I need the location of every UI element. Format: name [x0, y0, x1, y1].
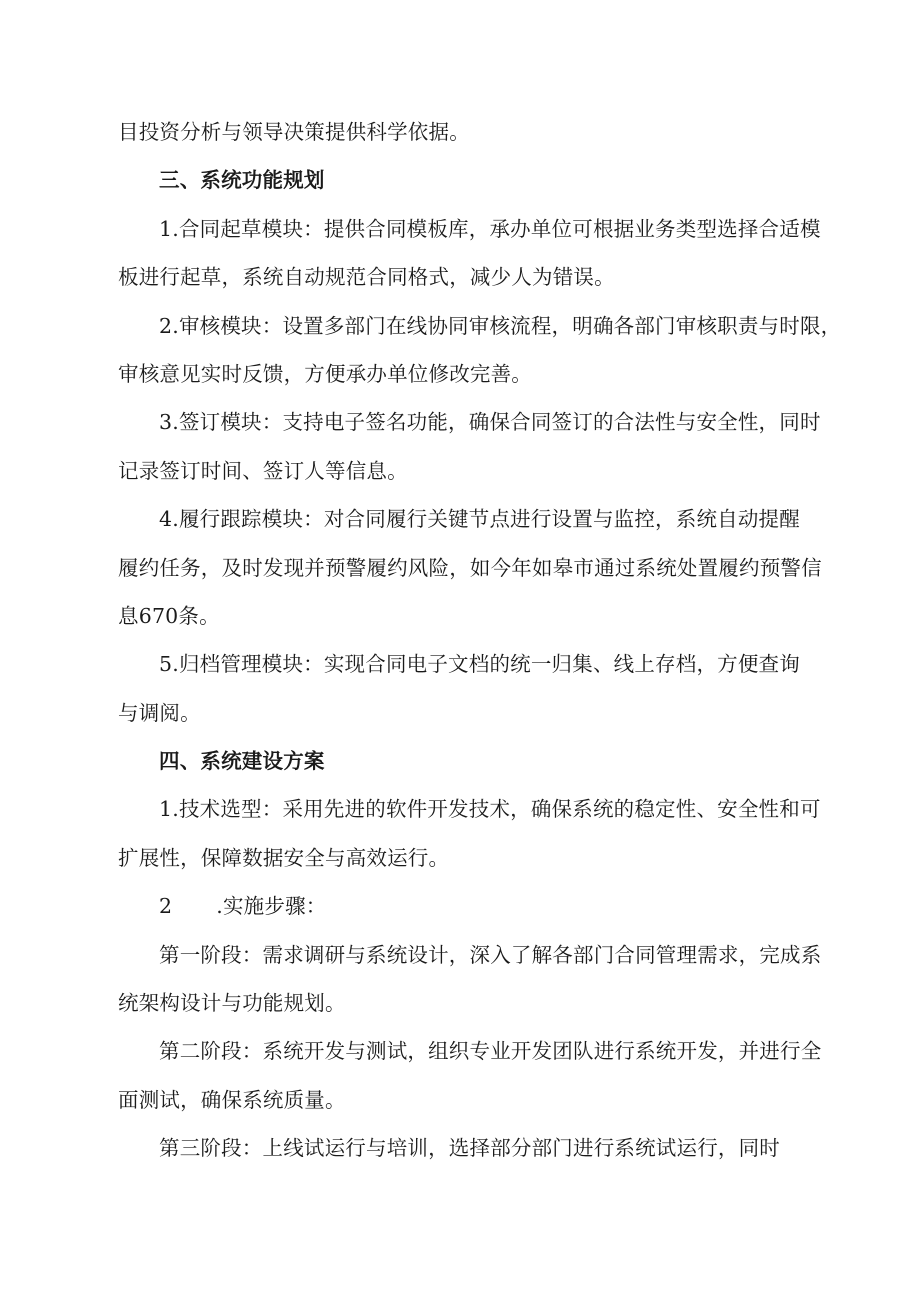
phase-2-line-2: 面测试，确保系统质量。	[118, 1087, 346, 1112]
phase-3-line-1: 第三阶段：上线试运行与培训，选择部分部门进行系统试运行，同时	[159, 1136, 780, 1161]
phase-2-line-1: 第二阶段：系统开发与测试，组织专业开发团队进行系统开发，并进行全	[159, 1039, 822, 1064]
section-4-heading: 四、系统建设方案	[159, 749, 325, 774]
implementation-steps-heading	[118, 882, 812, 930]
module-2-line-2: 审核意见实时反馈，方便承办单位修改完善。	[118, 361, 532, 386]
tech-selection-line-2: 扩展性，保障数据安全与高效运行。	[118, 845, 450, 870]
phase-1-line-1: 第一阶段：需求调研与系统设计，深入了解各部门合同管理需求，完成系	[159, 942, 822, 967]
phase-1-line-2: 统架构设计与功能规划。	[118, 991, 346, 1016]
module-4-line-3: 息670条。	[118, 603, 220, 628]
module-1-line-1: 1.合同起草模块：提供合同模板库，承办单位可根据业务类型选择合适模	[159, 216, 821, 241]
module-4-line-2: 履约任务，及时发现并预警履约风险，如今年如皋市通过系统处置履约预警信	[118, 555, 822, 580]
document-page	[118, 108, 842, 1173]
module-2-line-1: 2.审核模块：设置多部门在线协同审核流程，明确各部门审核职责与时限，	[159, 313, 842, 338]
intro-tail-line: 目投资分析与领导决策提供科学依据。	[118, 120, 470, 144]
steps-number: 2	[159, 894, 173, 919]
module-5-line-2: 与调阅。	[118, 700, 201, 725]
tech-selection-line-1: 1.技术选型：采用先进的软件开发技术，确保系统的稳定性、安全性和可	[159, 797, 821, 822]
module-5-line-1: 5.归档管理模块：实现合同电子文档的统一归集、线上存档，方便查询	[159, 652, 800, 677]
section-3-heading: 三、系统功能规划	[159, 168, 325, 193]
module-3-line-1: 3.签订模块：支持电子签名功能，确保合同签订的合法性与安全性，同时	[159, 410, 821, 435]
module-4-line-1: 4.履行跟踪模块：对合同履行关键节点进行设置与监控，系统自动提醒	[159, 507, 800, 532]
module-1-line-2: 板进行起草，系统自动规范合同格式，减少人为错误。	[118, 265, 615, 290]
steps-label: .实施步骤：	[216, 894, 327, 919]
module-3-line-2: 记录签订时间、签订人等信息。	[118, 458, 408, 483]
